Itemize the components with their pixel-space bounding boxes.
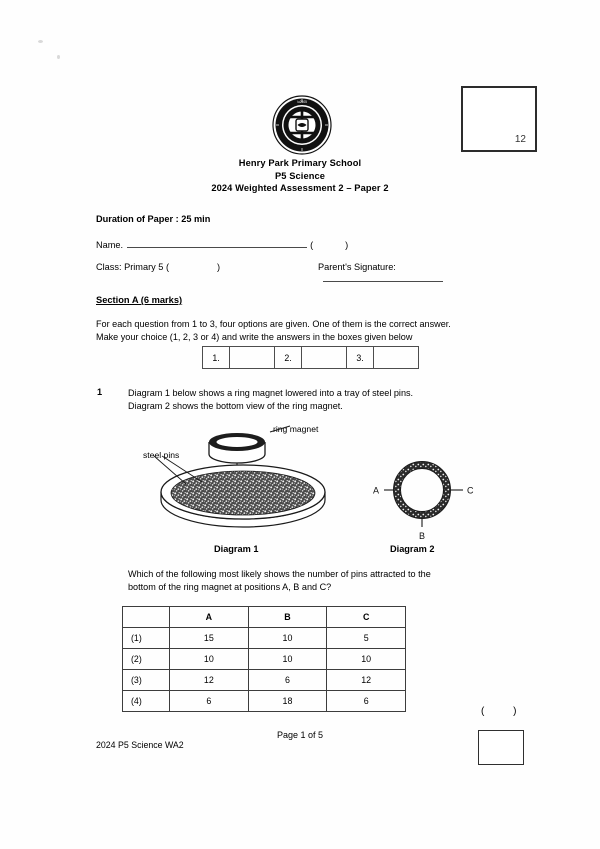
class-close-paren: ) [217, 262, 221, 272]
option-4-value-c: 6 [327, 691, 406, 712]
table-header-row [123, 607, 406, 628]
question-1-options-table [122, 606, 406, 712]
ring-magnet-label: ring magnet [273, 424, 319, 434]
parent-signature-line[interactable] [323, 272, 443, 282]
level-subject: P5 Science [274, 170, 326, 181]
duration-label: Duration of Paper : 25 min [96, 214, 211, 224]
option-1-value-c: 5 [327, 628, 406, 649]
question-1-stem-line-2: Diagram 2 shows the bottom view of the ring magnet. [128, 400, 343, 411]
name-close-paren: ) [345, 240, 349, 250]
option-3-value-a: 12 [170, 670, 249, 691]
paper-code: 2024 P5 Science WA2 [96, 740, 184, 750]
svg-text:A: A [373, 485, 380, 496]
diagram-1-illustration [132, 420, 362, 540]
svg-text:C: C [467, 485, 474, 496]
name-field-row [96, 238, 516, 254]
parent-signature-label: Parent's Signature: [318, 262, 396, 272]
instruction-line-1: For each question from 1 to 3, four options are given. One of them is the correct answer. [96, 319, 451, 329]
question-1-sub-line-1: Which of the following most likely shows the number of pins attracted to the [128, 569, 431, 579]
table-corner-cell [123, 607, 170, 628]
answer-number-1: 1. [203, 347, 230, 368]
table-row[interactable] [123, 628, 406, 649]
table-header-b: B [248, 607, 327, 628]
name-input-line[interactable] [127, 238, 307, 248]
class-field-row [96, 262, 516, 278]
answer-blank-1[interactable] [230, 347, 275, 368]
option-3-value-c: 12 [327, 670, 406, 691]
name-label: Name. [96, 240, 124, 250]
svg-text:B: B [419, 531, 426, 541]
question-1-stem [128, 387, 518, 412]
diagram-2-caption: Diagram 2 [390, 544, 435, 554]
instructions-text [96, 318, 516, 343]
option-2-value-a: 10 [170, 649, 249, 670]
option-2-value-b: 10 [248, 649, 327, 670]
answer-number-2: 2. [275, 347, 302, 368]
question-1-stem-line-1: Diagram 1 below shows a ring magnet lowered into a tray of steel pins. [128, 388, 414, 398]
table-row[interactable] [123, 670, 406, 691]
parent-signature-row [318, 262, 516, 284]
instruction-line-2: Make your choice (1, 2, 3 or 4) and write the answers in the boxes given below [96, 331, 413, 342]
question-1-sub-line-2: bottom of the ring magnet at positions A, B and C? [128, 581, 332, 592]
scan-speck [38, 40, 43, 43]
option-label-2: (2) [123, 649, 170, 670]
table-header-c: C [327, 607, 406, 628]
steel-pins-label: steel pins [143, 450, 180, 460]
name-open-paren: ( [310, 240, 314, 250]
question-1-answer-parens[interactable]: ( ) [481, 706, 530, 717]
answer-blank-2[interactable] [302, 347, 347, 368]
option-label-4: (4) [123, 691, 170, 712]
exam-header [0, 157, 600, 195]
option-1-value-b: 10 [248, 628, 327, 649]
option-3-value-b: 6 [248, 670, 327, 691]
option-label-1: (1) [123, 628, 170, 649]
scan-speck [57, 55, 60, 59]
diagram-2-illustration [362, 458, 482, 543]
table-header-a: A [170, 607, 249, 628]
table-row[interactable] [123, 649, 406, 670]
exam-body [96, 214, 516, 343]
total-marks-box[interactable] [461, 86, 537, 152]
question-1-sub-text [128, 568, 498, 593]
total-marks-value: 12 [514, 134, 526, 145]
diagram-1-caption: Diagram 1 [214, 544, 259, 554]
school-crest-logo [272, 95, 332, 155]
option-label-3: (3) [123, 670, 170, 691]
option-1-value-a: 15 [170, 628, 249, 649]
page-number: Page 1 of 5 [276, 730, 324, 740]
section-a-title: Section A (6 marks) [96, 295, 183, 305]
option-2-value-c: 10 [327, 649, 406, 670]
answer-boxes-strip [202, 346, 419, 369]
class-label: Class: Primary 5 ( [96, 262, 169, 272]
option-4-value-a: 6 [170, 691, 249, 712]
svg-text:\u2605: \u2605 [297, 100, 307, 105]
option-4-value-b: 18 [248, 691, 327, 712]
answer-number-3: 3. [347, 347, 374, 368]
assessment-title: 2024 Weighted Assessment 2 – Paper 2 [211, 183, 389, 193]
school-name: Henry Park Primary School [238, 158, 362, 168]
question-1-number: 1 [97, 387, 103, 397]
table-row[interactable] [123, 691, 406, 712]
answer-blank-3[interactable] [374, 347, 418, 368]
